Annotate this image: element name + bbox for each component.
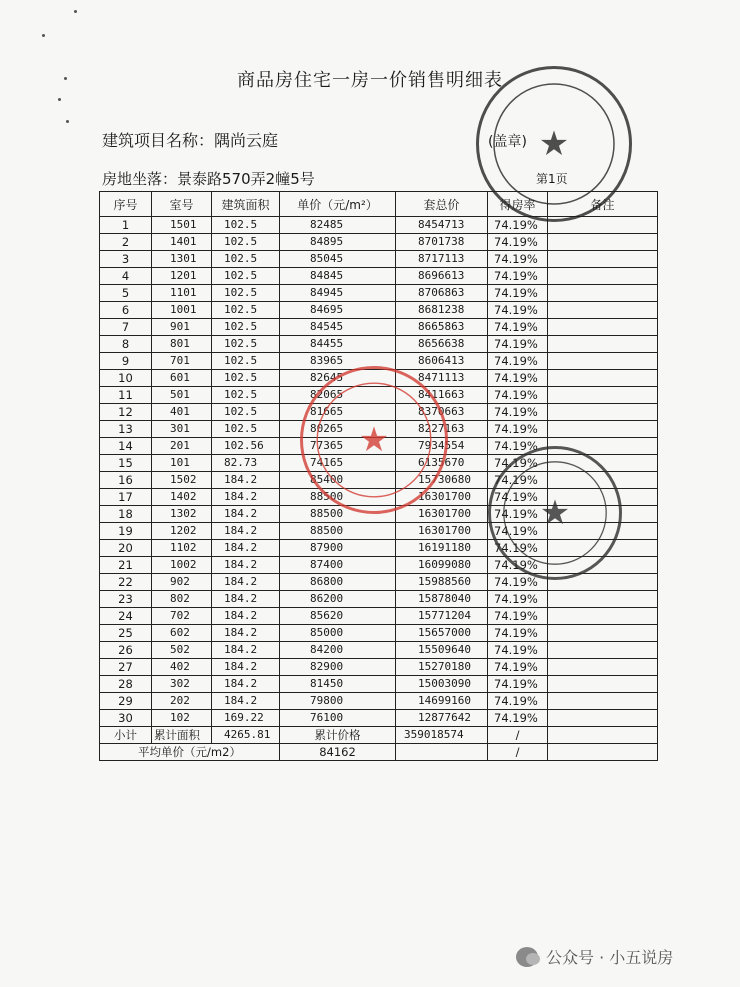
row-unit-price: 84545 bbox=[280, 319, 396, 336]
row-remarks bbox=[548, 693, 658, 710]
row-rate: 74.19% bbox=[488, 574, 548, 591]
row-total-price: 15730680 bbox=[396, 472, 488, 489]
table-row bbox=[100, 574, 658, 591]
row-area: 184.2 bbox=[212, 557, 280, 574]
row-room: 201 bbox=[152, 438, 212, 455]
row-room: 1502 bbox=[152, 472, 212, 489]
table-body bbox=[100, 217, 658, 727]
row-rate: 74.19% bbox=[488, 251, 548, 268]
row-remarks bbox=[548, 625, 658, 642]
table-row bbox=[100, 234, 658, 251]
address-value: 景泰路570弄2幢5号 bbox=[177, 170, 315, 188]
row-area: 184.2 bbox=[212, 642, 280, 659]
row-total-price: 15657000 bbox=[396, 625, 488, 642]
average-row bbox=[100, 744, 658, 761]
table-row bbox=[100, 285, 658, 302]
table-row bbox=[100, 438, 658, 455]
average-value: 84162 bbox=[280, 744, 396, 761]
row-index: 23 bbox=[100, 591, 152, 608]
sales-table bbox=[99, 191, 658, 761]
subtotal-price-value: 359018574 bbox=[396, 727, 488, 744]
row-room: 102 bbox=[152, 710, 212, 727]
row-unit-price: 87400 bbox=[280, 557, 396, 574]
row-index: 4 bbox=[100, 268, 152, 285]
row-area: 184.2 bbox=[212, 608, 280, 625]
row-total-price: 8411663 bbox=[396, 387, 488, 404]
row-rate: 74.19% bbox=[488, 506, 548, 523]
row-total-price: 16301700 bbox=[396, 489, 488, 506]
row-rate: 74.19% bbox=[488, 438, 548, 455]
row-remarks bbox=[548, 608, 658, 625]
row-room: 601 bbox=[152, 370, 212, 387]
row-index: 26 bbox=[100, 642, 152, 659]
row-unit-price: 88500 bbox=[280, 523, 396, 540]
row-room: 1302 bbox=[152, 506, 212, 523]
header-room: 室号 bbox=[152, 192, 212, 217]
table-row bbox=[100, 421, 658, 438]
subtotal-price-label: 累计价格 bbox=[280, 727, 396, 744]
row-area: 184.2 bbox=[212, 506, 280, 523]
row-remarks bbox=[548, 659, 658, 676]
row-rate: 74.19% bbox=[488, 302, 548, 319]
table-row bbox=[100, 506, 658, 523]
row-unit-price: 88500 bbox=[280, 506, 396, 523]
row-room: 1301 bbox=[152, 251, 212, 268]
row-room: 202 bbox=[152, 693, 212, 710]
row-remarks bbox=[548, 421, 658, 438]
row-total-price: 8656638 bbox=[396, 336, 488, 353]
row-remarks bbox=[548, 217, 658, 234]
row-rate: 74.19% bbox=[488, 625, 548, 642]
row-rate: 74.19% bbox=[488, 659, 548, 676]
seal-star-icon: ★ bbox=[539, 493, 571, 533]
row-remarks bbox=[548, 438, 658, 455]
seal-star-icon: ★ bbox=[358, 420, 390, 460]
header-efficiency-rate: 得房率 bbox=[488, 192, 548, 217]
row-room: 1201 bbox=[152, 268, 212, 285]
subtotal-area-label: 累计面积 bbox=[152, 727, 212, 744]
row-unit-price: 85400 bbox=[280, 472, 396, 489]
row-index: 10 bbox=[100, 370, 152, 387]
row-remarks bbox=[548, 353, 658, 370]
row-rate: 74.19% bbox=[488, 387, 548, 404]
table-row bbox=[100, 608, 658, 625]
row-rate: 74.19% bbox=[488, 455, 548, 472]
row-remarks bbox=[548, 523, 658, 540]
table-row bbox=[100, 455, 658, 472]
row-index: 8 bbox=[100, 336, 152, 353]
row-rate: 74.19% bbox=[488, 710, 548, 727]
row-total-price: 8665863 bbox=[396, 319, 488, 336]
row-room: 801 bbox=[152, 336, 212, 353]
row-rate: 74.19% bbox=[488, 421, 548, 438]
row-rate: 74.19% bbox=[488, 676, 548, 693]
row-total-price: 15771204 bbox=[396, 608, 488, 625]
table-row bbox=[100, 676, 658, 693]
row-index: 20 bbox=[100, 540, 152, 557]
row-area: 184.2 bbox=[212, 591, 280, 608]
row-room: 501 bbox=[152, 387, 212, 404]
average-empty bbox=[396, 744, 488, 761]
row-remarks bbox=[548, 319, 658, 336]
row-remarks bbox=[548, 710, 658, 727]
row-rate: 74.19% bbox=[488, 693, 548, 710]
row-total-price: 16099080 bbox=[396, 557, 488, 574]
row-area: 102.5 bbox=[212, 421, 280, 438]
project-line bbox=[102, 128, 278, 151]
document-title: 商品房住宅一房一价销售明细表 bbox=[237, 70, 503, 91]
row-total-price: 8701738 bbox=[396, 234, 488, 251]
row-area: 184.2 bbox=[212, 523, 280, 540]
wechat-icon bbox=[516, 947, 538, 967]
row-unit-price: 85620 bbox=[280, 608, 396, 625]
row-remarks bbox=[548, 251, 658, 268]
table-row bbox=[100, 557, 658, 574]
row-index: 6 bbox=[100, 302, 152, 319]
row-remarks bbox=[548, 268, 658, 285]
row-rate: 74.19% bbox=[488, 268, 548, 285]
row-index: 1 bbox=[100, 217, 152, 234]
row-total-price: 8696613 bbox=[396, 268, 488, 285]
table-row bbox=[100, 353, 658, 370]
row-index: 7 bbox=[100, 319, 152, 336]
row-rate: 74.19% bbox=[488, 404, 548, 421]
row-area: 82.73 bbox=[212, 455, 280, 472]
row-index: 12 bbox=[100, 404, 152, 421]
subtotal-rate: / bbox=[488, 727, 548, 744]
row-room: 1002 bbox=[152, 557, 212, 574]
row-unit-price: 85045 bbox=[280, 251, 396, 268]
row-unit-price: 79800 bbox=[280, 693, 396, 710]
row-area: 102.5 bbox=[212, 404, 280, 421]
row-index: 22 bbox=[100, 574, 152, 591]
row-total-price: 8454713 bbox=[396, 217, 488, 234]
table-row bbox=[100, 625, 658, 642]
row-index: 15 bbox=[100, 455, 152, 472]
header-index: 序号 bbox=[100, 192, 152, 217]
row-total-price: 15003090 bbox=[396, 676, 488, 693]
table-row bbox=[100, 523, 658, 540]
row-rate: 74.19% bbox=[488, 234, 548, 251]
row-total-price: 12877642 bbox=[396, 710, 488, 727]
row-area: 184.2 bbox=[212, 574, 280, 591]
row-remarks bbox=[548, 234, 658, 251]
table-row bbox=[100, 693, 658, 710]
row-room: 1501 bbox=[152, 217, 212, 234]
table-row bbox=[100, 268, 658, 285]
row-rate: 74.19% bbox=[488, 319, 548, 336]
row-index: 14 bbox=[100, 438, 152, 455]
row-unit-price: 84455 bbox=[280, 336, 396, 353]
header-area: 建筑面积 bbox=[212, 192, 280, 217]
row-total-price: 8606413 bbox=[396, 353, 488, 370]
row-room: 302 bbox=[152, 676, 212, 693]
row-unit-price: 86200 bbox=[280, 591, 396, 608]
row-unit-price: 84945 bbox=[280, 285, 396, 302]
row-index: 5 bbox=[100, 285, 152, 302]
row-remarks bbox=[548, 591, 658, 608]
subtotal-row bbox=[100, 727, 658, 744]
row-total-price: 8681238 bbox=[396, 302, 488, 319]
row-room: 1102 bbox=[152, 540, 212, 557]
row-room: 1401 bbox=[152, 234, 212, 251]
row-unit-price: 82645 bbox=[280, 370, 396, 387]
row-area: 102.5 bbox=[212, 251, 280, 268]
row-room: 1001 bbox=[152, 302, 212, 319]
row-index: 19 bbox=[100, 523, 152, 540]
row-area: 184.2 bbox=[212, 540, 280, 557]
row-remarks bbox=[548, 370, 658, 387]
row-total-price: 16301700 bbox=[396, 523, 488, 540]
row-total-price: 15270180 bbox=[396, 659, 488, 676]
row-unit-price: 81665 bbox=[280, 404, 396, 421]
row-total-price: 8717113 bbox=[396, 251, 488, 268]
row-remarks bbox=[548, 336, 658, 353]
row-index: 27 bbox=[100, 659, 152, 676]
row-unit-price: 84895 bbox=[280, 234, 396, 251]
row-rate: 74.19% bbox=[488, 353, 548, 370]
table-row bbox=[100, 319, 658, 336]
row-total-price: 8471113 bbox=[396, 370, 488, 387]
row-area: 102.56 bbox=[212, 438, 280, 455]
row-area: 102.5 bbox=[212, 268, 280, 285]
row-total-price: 8370663 bbox=[396, 404, 488, 421]
table-row bbox=[100, 302, 658, 319]
row-unit-price: 82485 bbox=[280, 217, 396, 234]
table-row bbox=[100, 251, 658, 268]
row-rate: 74.19% bbox=[488, 370, 548, 387]
row-remarks bbox=[548, 540, 658, 557]
row-area: 184.2 bbox=[212, 472, 280, 489]
row-rate: 74.19% bbox=[488, 540, 548, 557]
row-index: 29 bbox=[100, 693, 152, 710]
table-header-row bbox=[100, 192, 658, 217]
table-row bbox=[100, 489, 658, 506]
row-area: 102.5 bbox=[212, 387, 280, 404]
row-area: 184.2 bbox=[212, 659, 280, 676]
row-index: 21 bbox=[100, 557, 152, 574]
row-index: 3 bbox=[100, 251, 152, 268]
average-remarks bbox=[548, 744, 658, 761]
row-index: 9 bbox=[100, 353, 152, 370]
row-area: 184.2 bbox=[212, 625, 280, 642]
row-remarks bbox=[548, 642, 658, 659]
table-row bbox=[100, 404, 658, 421]
row-remarks bbox=[548, 387, 658, 404]
table-row bbox=[100, 472, 658, 489]
row-area: 102.5 bbox=[212, 336, 280, 353]
table-row bbox=[100, 710, 658, 727]
subtotal-label: 小计 bbox=[100, 727, 152, 744]
row-remarks bbox=[548, 404, 658, 421]
row-area: 102.5 bbox=[212, 353, 280, 370]
row-index: 30 bbox=[100, 710, 152, 727]
watermark-text: 公众号 · 小五说房 bbox=[546, 948, 674, 967]
row-area: 184.2 bbox=[212, 489, 280, 506]
row-total-price: 8706863 bbox=[396, 285, 488, 302]
row-room: 902 bbox=[152, 574, 212, 591]
row-unit-price: 74165 bbox=[280, 455, 396, 472]
table-row bbox=[100, 336, 658, 353]
address-line bbox=[102, 168, 315, 189]
row-rate: 74.19% bbox=[488, 285, 548, 302]
row-room: 101 bbox=[152, 455, 212, 472]
row-rate: 74.19% bbox=[488, 557, 548, 574]
row-unit-price: 81450 bbox=[280, 676, 396, 693]
row-rate: 74.19% bbox=[488, 608, 548, 625]
page-number: 第1页 bbox=[536, 172, 568, 186]
row-unit-price: 86800 bbox=[280, 574, 396, 591]
row-area: 102.5 bbox=[212, 285, 280, 302]
row-room: 1202 bbox=[152, 523, 212, 540]
row-area: 102.5 bbox=[212, 370, 280, 387]
row-room: 701 bbox=[152, 353, 212, 370]
row-index: 17 bbox=[100, 489, 152, 506]
row-unit-price: 84200 bbox=[280, 642, 396, 659]
table-row bbox=[100, 642, 658, 659]
row-unit-price: 88500 bbox=[280, 489, 396, 506]
row-remarks bbox=[548, 506, 658, 523]
row-index: 25 bbox=[100, 625, 152, 642]
row-total-price: 6135670 bbox=[396, 455, 488, 472]
project-name: 隅尚云庭 bbox=[214, 131, 279, 150]
row-total-price: 15878040 bbox=[396, 591, 488, 608]
row-total-price: 14699160 bbox=[396, 693, 488, 710]
row-index: 24 bbox=[100, 608, 152, 625]
row-room: 702 bbox=[152, 608, 212, 625]
row-rate: 74.19% bbox=[488, 642, 548, 659]
row-room: 602 bbox=[152, 625, 212, 642]
row-unit-price: 85000 bbox=[280, 625, 396, 642]
row-remarks bbox=[548, 285, 658, 302]
row-area: 184.2 bbox=[212, 693, 280, 710]
average-rate: / bbox=[488, 744, 548, 761]
project-label: 建筑项目名称： bbox=[102, 131, 215, 150]
row-index: 13 bbox=[100, 421, 152, 438]
row-room: 301 bbox=[152, 421, 212, 438]
header-total-price: 套总价 bbox=[396, 192, 488, 217]
row-unit-price: 83965 bbox=[280, 353, 396, 370]
row-area: 169.22 bbox=[212, 710, 280, 727]
row-room: 1101 bbox=[152, 285, 212, 302]
row-room: 402 bbox=[152, 659, 212, 676]
stamp-note: (盖章) bbox=[488, 134, 527, 150]
header-unit-price: 单价（元/m²） bbox=[280, 192, 396, 217]
table-row bbox=[100, 659, 658, 676]
row-rate: 74.19% bbox=[488, 591, 548, 608]
watermark bbox=[516, 945, 673, 968]
row-unit-price: 76100 bbox=[280, 710, 396, 727]
row-rate: 74.19% bbox=[488, 523, 548, 540]
row-unit-price: 82065 bbox=[280, 387, 396, 404]
subtotal-area-value: 4265.81 bbox=[212, 727, 280, 744]
table-row bbox=[100, 387, 658, 404]
row-room: 901 bbox=[152, 319, 212, 336]
row-total-price: 15988560 bbox=[396, 574, 488, 591]
row-rate: 74.19% bbox=[488, 336, 548, 353]
subtotal-remarks bbox=[548, 727, 658, 744]
row-rate: 74.19% bbox=[488, 489, 548, 506]
row-remarks bbox=[548, 489, 658, 506]
row-area: 102.5 bbox=[212, 319, 280, 336]
row-index: 18 bbox=[100, 506, 152, 523]
row-unit-price: 84845 bbox=[280, 268, 396, 285]
row-index: 16 bbox=[100, 472, 152, 489]
row-area: 102.5 bbox=[212, 217, 280, 234]
seal-star-icon: ★ bbox=[538, 124, 570, 164]
average-label: 平均单价（元/m2） bbox=[100, 744, 280, 761]
row-total-price: 16191180 bbox=[396, 540, 488, 557]
row-room: 1402 bbox=[152, 489, 212, 506]
row-remarks bbox=[548, 302, 658, 319]
row-unit-price: 80265 bbox=[280, 421, 396, 438]
row-area: 102.5 bbox=[212, 302, 280, 319]
row-area: 184.2 bbox=[212, 676, 280, 693]
row-area: 102.5 bbox=[212, 234, 280, 251]
row-remarks bbox=[548, 455, 658, 472]
table-row bbox=[100, 370, 658, 387]
table-row bbox=[100, 540, 658, 557]
row-room: 802 bbox=[152, 591, 212, 608]
row-total-price: 15509640 bbox=[396, 642, 488, 659]
row-room: 502 bbox=[152, 642, 212, 659]
row-room: 401 bbox=[152, 404, 212, 421]
row-rate: 74.19% bbox=[488, 217, 548, 234]
row-total-price: 8227163 bbox=[396, 421, 488, 438]
row-index: 2 bbox=[100, 234, 152, 251]
row-remarks bbox=[548, 676, 658, 693]
row-index: 11 bbox=[100, 387, 152, 404]
row-unit-price: 77365 bbox=[280, 438, 396, 455]
row-unit-price: 84695 bbox=[280, 302, 396, 319]
address-label: 房地坐落： bbox=[102, 170, 178, 188]
row-unit-price: 82900 bbox=[280, 659, 396, 676]
table-row bbox=[100, 591, 658, 608]
row-unit-price: 87900 bbox=[280, 540, 396, 557]
row-total-price: 7934554 bbox=[396, 438, 488, 455]
header-remarks: 备注 bbox=[548, 192, 658, 217]
table-row bbox=[100, 217, 658, 234]
row-remarks bbox=[548, 574, 658, 591]
row-remarks bbox=[548, 557, 658, 574]
row-index: 28 bbox=[100, 676, 152, 693]
row-remarks bbox=[548, 472, 658, 489]
row-rate: 74.19% bbox=[488, 472, 548, 489]
row-total-price: 16301700 bbox=[396, 506, 488, 523]
